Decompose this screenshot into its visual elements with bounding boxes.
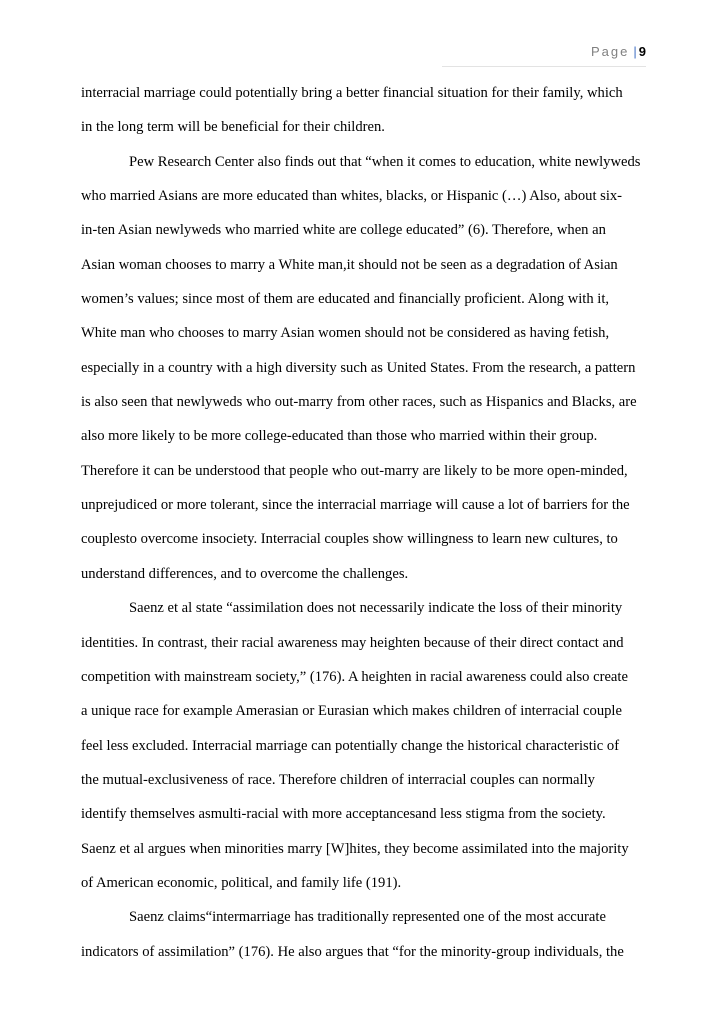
text-line: especially in a country with a high diversity such as United States. From the research, a pattern: [81, 359, 636, 376]
text-line: Pew Research Center also finds out that “when it comes to education, white newlyweds: [129, 153, 641, 170]
text-line: women’s values; since most of them are educated and financially proficient. Along with it,: [81, 291, 610, 308]
text-line: is also seen that newlyweds who out-marry from other races, such as Hispanics and Blacks, are: [81, 394, 637, 411]
text-line: indicators of assimilation” (176). He also argues that “for the minority-group individuals, the: [81, 943, 624, 960]
text-line: unprejudiced or more tolerant, since the interracial marriage will cause a lot of barriers for the: [81, 497, 630, 514]
text-line: Saenz claims“intermarriage has traditionally represented one of the most accurate: [129, 909, 606, 926]
text-line: couplesto overcome insociety. Interracial couples show willingness to learn new cultures, to: [81, 531, 618, 548]
text-line: interracial marriage could potentially bring a better financial situation for their family, which: [81, 85, 623, 101]
text-line: understand differences, and to overcome the challenges.: [81, 565, 409, 582]
text-line: also more likely to be more college-educated than those who married within their group.: [81, 428, 598, 445]
text-line: of American economic, political, and family life (191).: [81, 874, 402, 891]
text-line: in the long term will be beneficial for their children.: [81, 119, 385, 136]
text-line: feel less excluded. Interracial marriage can potentially change the historical characteristic of: [81, 737, 620, 754]
text-line: competition with mainstream society,” (176). A heighten in racial awareness could also create: [81, 668, 628, 685]
text-line: a unique race for example Amerasian or Eurasian which makes children of interracial couple: [81, 703, 622, 720]
text-line: Therefore it can be understood that people who out-marry are likely to be more open-minded,: [81, 462, 628, 479]
text-line: in-ten Asian newlyweds who married white are college educated” (6). Therefore, when an: [81, 222, 606, 239]
header-rule: [442, 66, 646, 67]
text-line: White man who chooses to marry Asian women should not be considered as having fetish,: [81, 325, 610, 342]
text-line: Saenz et al state “assimilation does not necessarily indicate the loss of their minority: [129, 600, 623, 617]
text-line: the mutual-exclusiveness of race. Therefore children of interracial couples can normally: [81, 771, 595, 788]
text-line: Asian woman chooses to marry a White man,it should not be seen as a degradation of Asian: [81, 256, 618, 273]
text-line: identities. In contrast, their racial awareness may heighten because of their direct contact and: [81, 634, 624, 651]
page-number: 9: [638, 44, 646, 59]
page-header: [500, 42, 646, 62]
body-text: [81, 76, 647, 969]
header-separator: |: [633, 44, 637, 59]
page-label: Page: [591, 44, 630, 59]
text-line: Saenz et al argues when minorities marry [W]hites, they become assimilated into the majority: [81, 840, 629, 857]
text-line: identify themselves asmulti-racial with more acceptancesand less stigma from the society.: [81, 806, 606, 823]
text-line: who married Asians are more educated than whites, blacks, or Hispanic (…) Also, about six-: [81, 188, 623, 205]
